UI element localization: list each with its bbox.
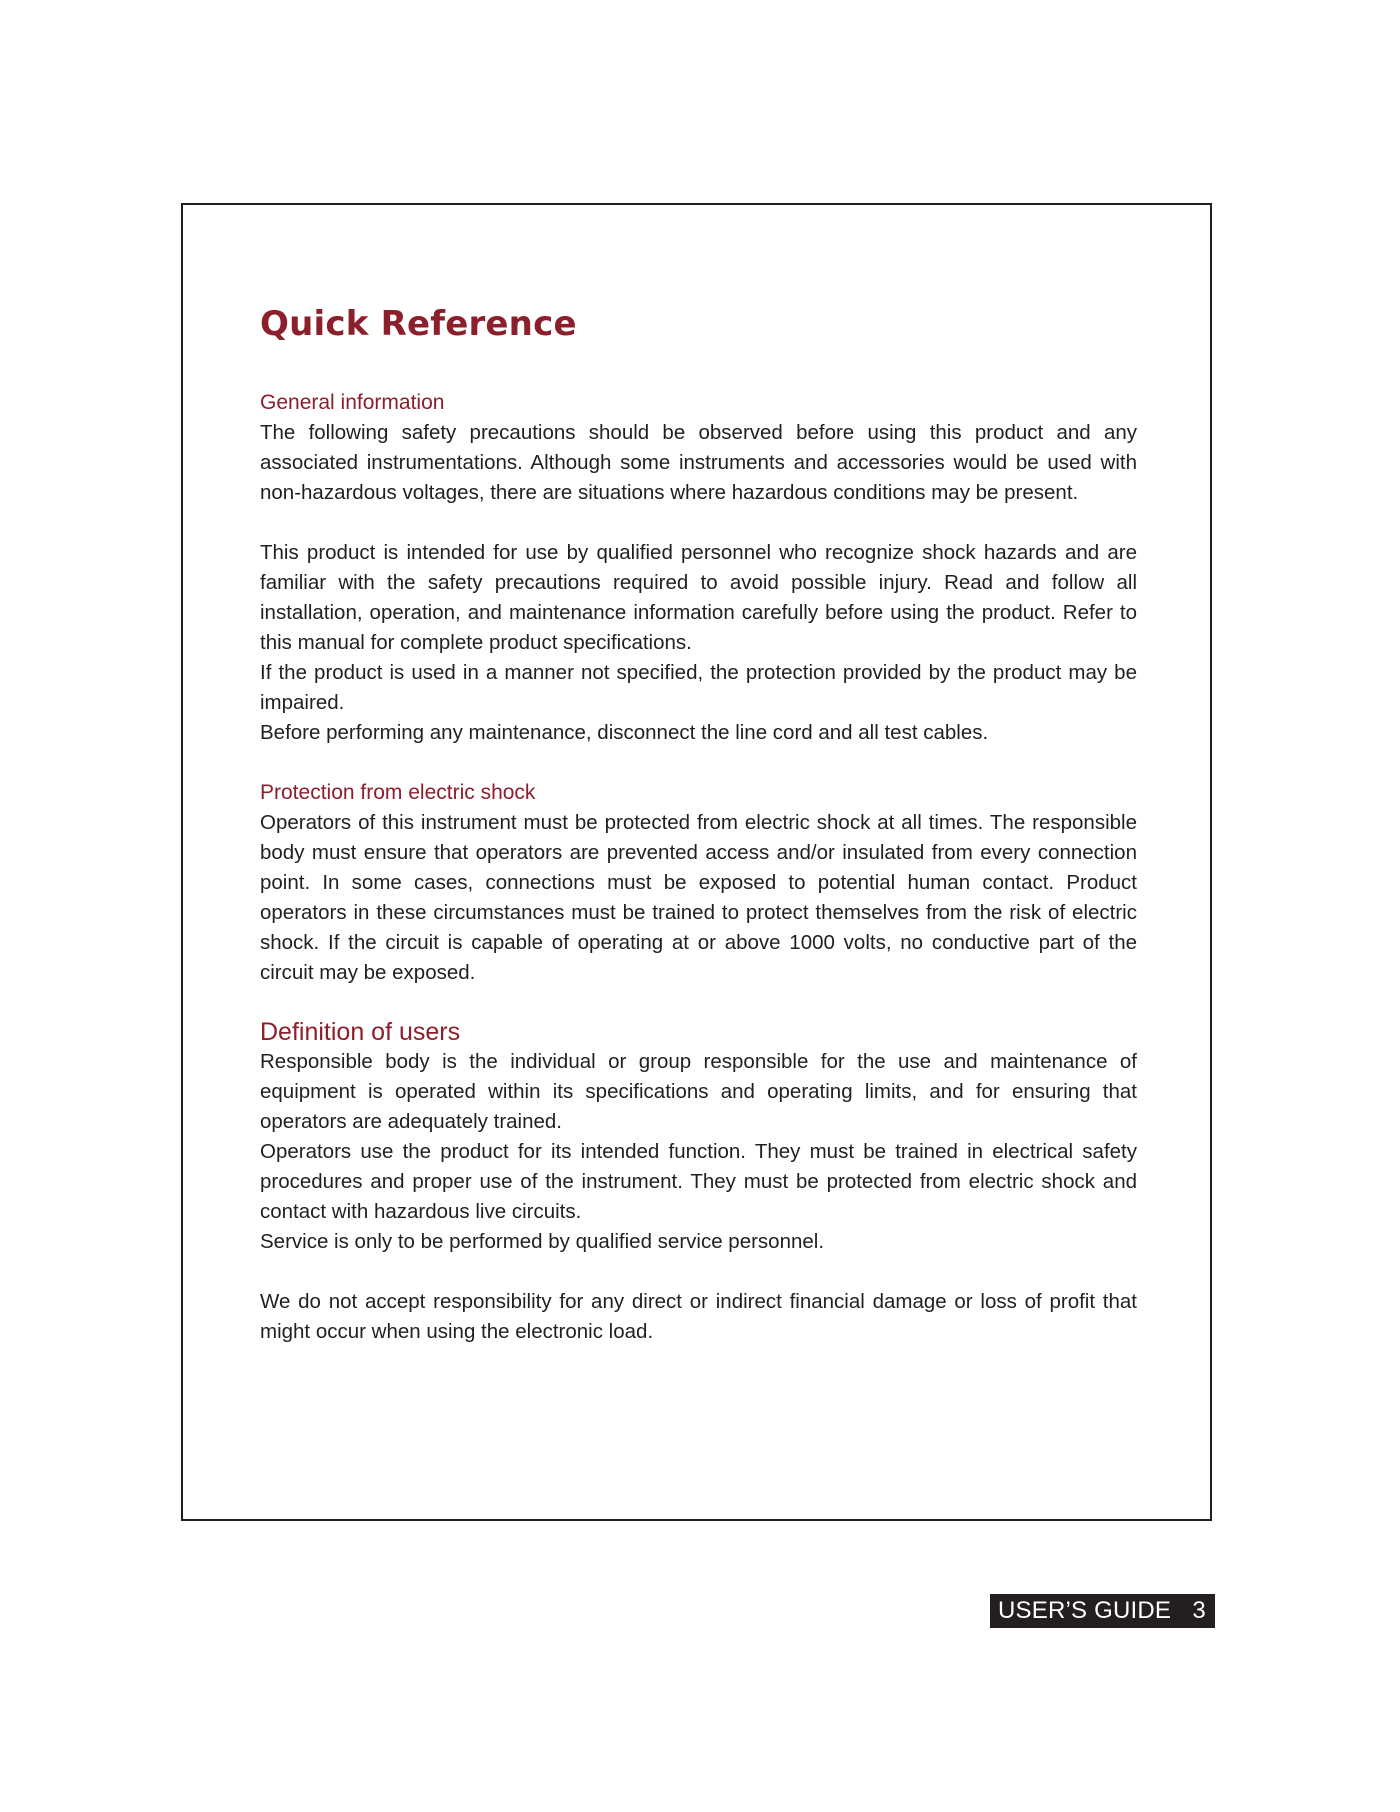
paragraph: We do not accept responsibility for any direct or indirect financial damage or loss of profit that might occur when using the electronic load. [260,1290,1137,1343]
section-heading: Definition of users [260,1018,461,1046]
paragraph: Operators use the product for its intended function. They must be trained in electrical safety procedures and proper use of the instrument. They must be protected from electric shock and contact with hazardous live circuits. [260,1140,1137,1223]
paragraph: The following safety precautions should be observed before using this product and any associated instrumentations. Although some instruments and accessories would be used with non-hazardous voltages, there are situations where hazardous conditions may be present. [260,421,1137,504]
paragraph: Service is only to be performed by qualified service personnel. [260,1230,825,1253]
section-protection-from-electric-shock [260,778,1137,988]
section-heading: Protection from electric shock [260,781,536,804]
footer-badge [990,1594,1215,1628]
paragraph: Before performing any maintenance, disconnect the line cord and all test cables. [260,721,989,744]
paragraph: If the product is used in a manner not specified, the protection provided by the product may be impaired. [260,661,1137,714]
paragraph: Responsible body is the individual or group responsible for the use and maintenance of equipment is operated within its specifications and operating limits, and for ensuring that operators are adequately trained. [260,1050,1137,1133]
section-general-information [260,388,1137,748]
page-content [260,296,1137,1347]
page-title: Quick Reference [260,304,577,344]
page-number: 3 [1192,1597,1206,1624]
paragraph: This product is intended for use by qualified personnel who recognize shock hazards and are familiar with the safety precautions required to avoid possible injury. Read and follow all installation, operation, and maintenance information carefully before using the product. Refer to this manual for complete product specifications. [260,541,1137,654]
section-definition-of-users [260,1017,1137,1347]
paragraph: Operators of this instrument must be protected from electric shock at all times. The responsible body must ensure that operators are prevented access and/or insulated from every connection point. In some cases, connections must be exposed to potential human contact. Product operators in these circumstances must be trained to protect themselves from the risk of electric shock. If the circuit is capable of operating at or above 1000 volts, no conductive part of the circuit may be exposed. [260,811,1137,984]
section-heading: General information [260,391,445,414]
footer-guide-label: USER’S GUIDE [998,1597,1172,1624]
